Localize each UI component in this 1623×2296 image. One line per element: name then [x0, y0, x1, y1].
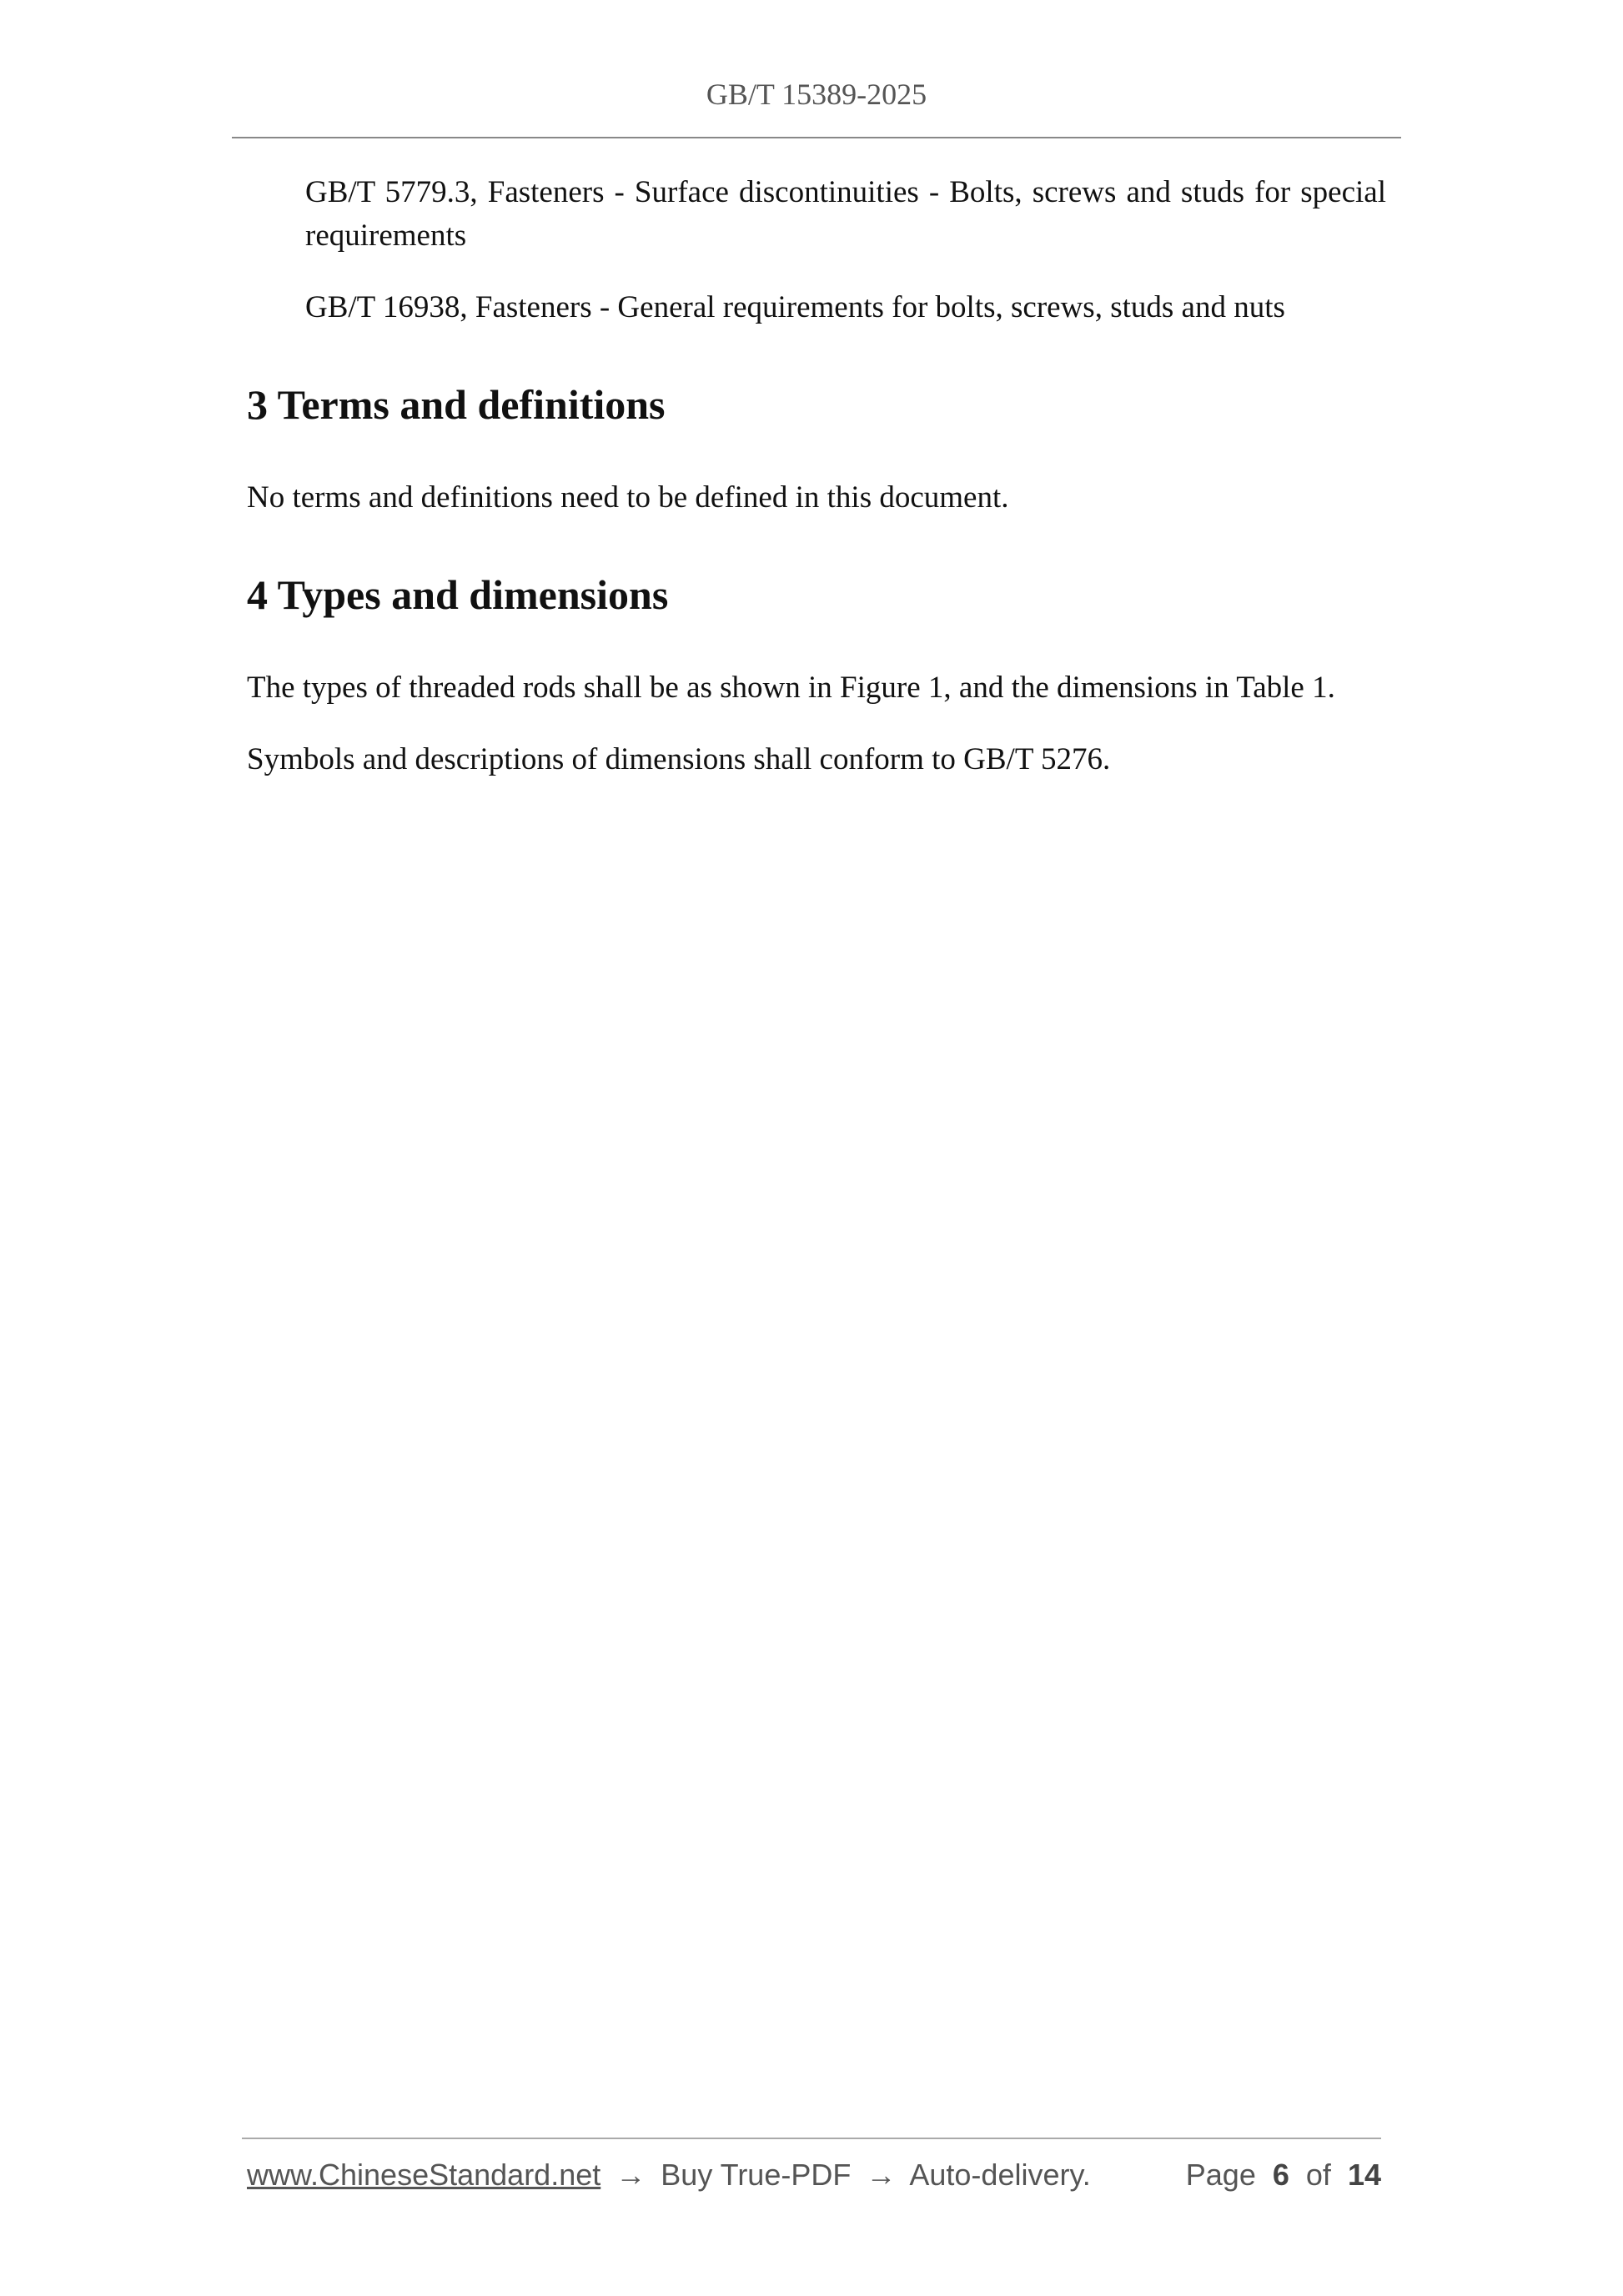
- section-paragraph: No terms and definitions need to be defined in this document.: [247, 480, 1009, 515]
- section-title: 3 Terms and definitions: [247, 381, 666, 428]
- website-link[interactable]: www.ChineseStandard.net: [247, 2158, 601, 2192]
- page-of-label: of: [1305, 2158, 1331, 2192]
- reference-item: GB/T 5779.3, Fasteners - Surface discontinuities - Bolts, screws and studs for special requirements: [305, 175, 1386, 253]
- page-number: [1186, 2158, 1381, 2193]
- arrow-right-icon: →: [866, 2158, 897, 2192]
- footer-divider: [242, 2138, 1381, 2139]
- page-current: 6: [1272, 2158, 1289, 2192]
- header-divider: [232, 137, 1401, 138]
- section-paragraph: The types of threaded rods shall be as shown in Figure 1, and the dimensions in Table 1.: [247, 671, 1335, 705]
- section-paragraph: Symbols and descriptions of dimensions shall conform to GB/T 5276.: [247, 742, 1111, 776]
- reference-item: GB/T 16938, Fasteners - General requirements for bolts, screws, studs and nuts: [305, 290, 1285, 324]
- footer-promo: [247, 2158, 1091, 2193]
- page-label: Page: [1185, 2158, 1256, 2192]
- section-title: 4 Types and dimensions: [247, 571, 669, 618]
- page-total: 14: [1347, 2158, 1381, 2192]
- arrow-right-icon: →: [616, 2158, 646, 2192]
- document-body: [247, 171, 1386, 810]
- page-footer: [247, 2158, 1381, 2193]
- delivery-text: Auto-delivery.: [909, 2158, 1091, 2192]
- buy-text: Buy True-PDF: [661, 2158, 852, 2192]
- page-header: GB/T 15389-2025: [706, 78, 927, 111]
